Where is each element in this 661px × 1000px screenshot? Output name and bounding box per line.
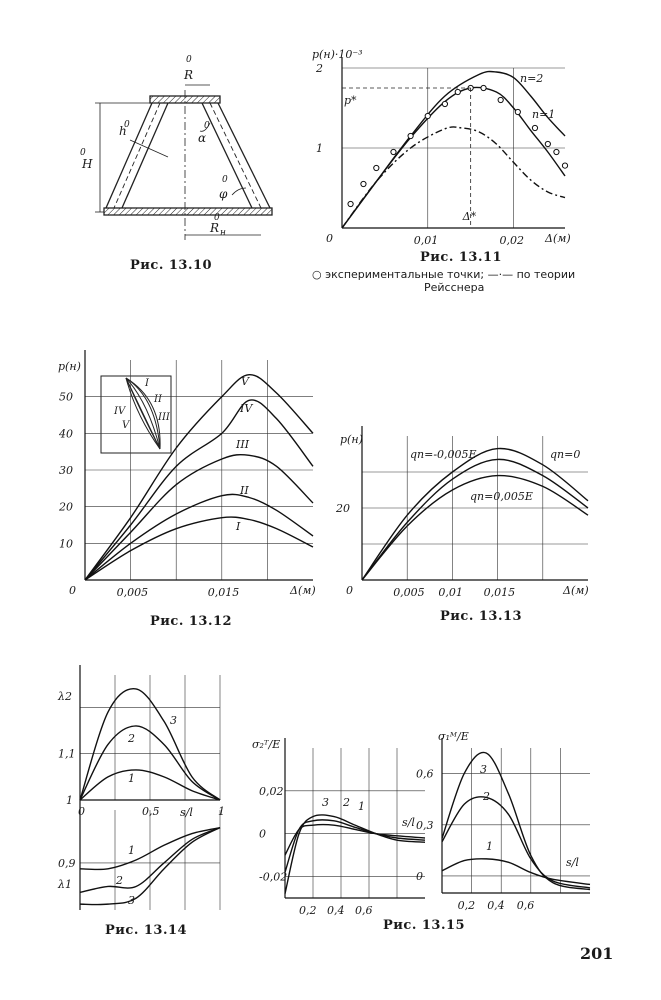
fig-13-11-point-10 bbox=[498, 97, 503, 102]
fig-13-11-series-label-0: n=2 bbox=[520, 72, 544, 85]
fig-13-11-dstar-label: Δ* bbox=[462, 210, 477, 223]
right-midline bbox=[210, 103, 261, 208]
fig-13-13-xlabel: Δ(м) bbox=[563, 584, 589, 597]
fig-13-14-top-series-label-0: 1 bbox=[128, 772, 135, 785]
bottom-ring bbox=[104, 208, 272, 215]
fig-13-14-xtick-2: 1 bbox=[218, 805, 225, 818]
fig-13-11-ylabel: p(н)·10⁻³ bbox=[312, 48, 363, 61]
fig-13-12-xtick-1: 0,015 bbox=[207, 586, 240, 599]
fig-13-15-right-series-2 bbox=[442, 752, 590, 889]
fig-13-13-series-label-0: qn=-0,005E bbox=[410, 448, 477, 461]
fig-13-15-right-ytick-2: 0 bbox=[416, 869, 423, 883]
fig-13-11-xlabel: Δ(м) bbox=[545, 232, 571, 245]
H-mark: 0 bbox=[80, 148, 86, 158]
fig-13-14-bot-series-label-0: 1 bbox=[128, 844, 135, 857]
fig-13-12-origin: 0 bbox=[69, 584, 76, 597]
h-mark: 0 bbox=[124, 120, 130, 130]
fig-13-15-left-ytick-1: 0 bbox=[259, 827, 266, 841]
fig-13-14-ylabel-bottom: λ1 bbox=[58, 878, 72, 891]
fig-13-12-xtick-0: 0,005 bbox=[116, 586, 149, 599]
fig-13-14-ytick-top-1: 1,1 bbox=[58, 747, 76, 761]
fig-13-13-xtick-1: 0,01 bbox=[438, 586, 463, 599]
fig-13-12-series-1 bbox=[85, 494, 313, 580]
fig-13-15-right-series-1 bbox=[442, 797, 590, 888]
fig-13-12 bbox=[58, 350, 316, 599]
fig-13-15-left-ylabel: σ₂ᵀ/E bbox=[252, 738, 281, 751]
fig-13-13-origin: 0 bbox=[346, 584, 353, 597]
fig-13-12-series-0 bbox=[85, 517, 313, 580]
fig-13-12-xlabel: Δ(м) bbox=[290, 584, 316, 597]
fig-13-12-ytick-3: 40 bbox=[59, 427, 73, 441]
caption-fig-13-14: Рис. 13.14 bbox=[105, 923, 188, 938]
fig-13-15-left-series-0 bbox=[285, 825, 425, 856]
fig-13-13-ylabel: p(н) bbox=[340, 433, 363, 446]
fig-13-15-left-ytick-2: -0,02 bbox=[259, 870, 288, 884]
fig-13-15-left-series-label-1: 2 bbox=[343, 796, 350, 809]
fig-13-11-origin: 0 bbox=[326, 232, 333, 245]
fig-13-12-ylabel: p(н) bbox=[58, 360, 81, 373]
fig-13-12-ytick-1: 20 bbox=[59, 500, 73, 514]
alpha-label: α bbox=[198, 131, 207, 145]
caption-fig-13-13: Рис. 13.13 bbox=[440, 609, 523, 624]
fig-13-15-right-xtick-1: 0,4 bbox=[487, 899, 505, 912]
fig-13-11-legend-line2: Рейсснера bbox=[424, 281, 485, 294]
fig-13-15-right-ytick-1: 0,3 bbox=[416, 818, 434, 832]
fig-13-14-bot-series-label-2: 3 bbox=[128, 894, 135, 907]
fig-13-13-series-label-1: qn=0 bbox=[550, 448, 581, 461]
fig-13-11 bbox=[312, 48, 571, 247]
fig-13-12-series-label-2: III bbox=[236, 438, 250, 451]
fig-13-11-point-1 bbox=[361, 181, 366, 186]
h-label: h bbox=[119, 124, 127, 138]
fig-13-12-ytick-4: 50 bbox=[59, 390, 73, 404]
fig-13-11-point-2 bbox=[374, 165, 379, 170]
inset-label-IV: IV bbox=[114, 406, 126, 417]
page-number: 201 bbox=[580, 944, 614, 963]
fig-13-14 bbox=[57, 665, 225, 910]
fig-13-15-left bbox=[252, 738, 425, 917]
fig-13-14-ytick-bottom-0: 0,9 bbox=[58, 856, 76, 870]
fig-13-11-xtick-0: 0,01 bbox=[413, 234, 439, 247]
fig-13-11-point-5 bbox=[425, 113, 430, 118]
fig-13-12-series-label-4: V bbox=[241, 375, 249, 388]
fig-13-11-point-6 bbox=[442, 101, 447, 106]
fig-13-11-point-15 bbox=[562, 163, 567, 168]
fig-13-15-left-xtick-2: 0,6 bbox=[355, 904, 373, 917]
caption-fig-13-15: Рис. 13.15 bbox=[383, 918, 466, 933]
fig-13-13 bbox=[335, 426, 589, 599]
fig-13-15-left-xtick-0: 0,2 bbox=[299, 904, 317, 917]
caption-fig-13-12: Рис. 13.12 bbox=[150, 614, 233, 629]
fig-13-14-top-series-label-1: 2 bbox=[128, 732, 135, 745]
fig-13-15-right-xtick-2: 0,6 bbox=[516, 899, 535, 912]
left-midline bbox=[114, 103, 160, 208]
fig-13-11-xtick-1: 0,02 bbox=[499, 234, 525, 247]
caption-fig-13-11: Рис. 13.11 bbox=[420, 250, 503, 265]
fig-13-13-series-label-2: qn=0,005E bbox=[470, 490, 533, 503]
fig-13-14-xtick-0: 0 bbox=[78, 805, 85, 818]
fig-13-13-series-1 bbox=[362, 459, 588, 580]
fig-13-12-ytick-0: 10 bbox=[59, 537, 73, 551]
inset-label-V: V bbox=[122, 420, 130, 431]
fig-13-12-series-2 bbox=[85, 455, 313, 580]
fig-13-11-series-2 bbox=[342, 127, 565, 228]
fig-13-15-left-ytick-0: 0,02 bbox=[259, 784, 284, 798]
caption-fig-13-10: Рис. 13.10 bbox=[130, 258, 213, 273]
fig-13-15-right-xlabel: s/l bbox=[566, 856, 579, 869]
fig-13-13-xtick-0: 0,005 bbox=[393, 586, 425, 599]
phi-label: φ bbox=[219, 187, 228, 201]
fig-13-12-ytick-2: 30 bbox=[59, 464, 73, 477]
r-top-label: R bbox=[184, 68, 194, 82]
fig-13-15-right-ylabel: σ₁ᴹ/E bbox=[438, 730, 469, 743]
rn-mark: 0 bbox=[214, 213, 220, 223]
phi-mark: 0 bbox=[222, 175, 228, 185]
fig-13-12-series-label-1: II bbox=[240, 484, 249, 497]
fig-13-11-point-9 bbox=[481, 85, 486, 90]
rn-label: R bbox=[210, 221, 220, 235]
fig-13-11-point-0 bbox=[348, 201, 353, 206]
fig-13-15-right-series-label-0: 1 bbox=[486, 840, 493, 853]
fig-13-11-point-3 bbox=[391, 149, 396, 154]
fig-13-15-right-ytick-0: 0,6 bbox=[416, 767, 434, 781]
fig-13-13-xtick-2: 0,015 bbox=[483, 586, 516, 599]
fig-13-15-right-xtick-0: 0,2 bbox=[457, 899, 476, 912]
fig-13-15-right-series-label-1: 2 bbox=[483, 790, 490, 803]
fig-13-11-ytick-1: 2 bbox=[316, 62, 323, 75]
fig-13-13-series-0 bbox=[362, 448, 588, 580]
fig-13-12-inset bbox=[101, 376, 171, 453]
fig-13-14-xlabel: s/l bbox=[180, 806, 193, 819]
fig-13-14-top-series-label-2: 3 bbox=[170, 714, 177, 727]
fig-13-11-point-14 bbox=[554, 149, 559, 154]
fig-13-11-point-4 bbox=[408, 133, 413, 138]
r-top-mark: 0 bbox=[186, 55, 192, 65]
fig-13-11-pstar-label: p* bbox=[344, 94, 357, 107]
fig-13-15-right-series-label-2: 3 bbox=[480, 763, 487, 776]
fig-13-15-left-series-label-2: 3 bbox=[322, 796, 329, 809]
fig-13-15-left-xlabel: s/l bbox=[402, 816, 415, 829]
fig-13-14-bot-series-label-1: 2 bbox=[116, 874, 123, 887]
fig-13-14-ytick-top-0: 1 bbox=[66, 794, 73, 807]
fig-13-11-point-13 bbox=[545, 141, 550, 146]
fig-13-11-point-7 bbox=[455, 89, 460, 94]
fig-13-11-point-11 bbox=[515, 109, 520, 114]
inset-label-II: II bbox=[154, 394, 162, 405]
fig-13-15-right bbox=[416, 730, 590, 912]
fig-13-14-xtick-1: 0,5 bbox=[142, 805, 160, 818]
fig-13-12-series-label-3: IV bbox=[240, 402, 253, 415]
inset-label-I: I bbox=[145, 378, 149, 389]
fig-13-10-drawing bbox=[95, 85, 272, 240]
fig-13-12-series-label-0: I bbox=[236, 520, 241, 533]
rn-sub: н bbox=[220, 228, 226, 238]
fig-13-15-left-xtick-1: 0,4 bbox=[327, 904, 345, 917]
charts-layer bbox=[57, 48, 590, 917]
fig-13-11-legend-line1: ○ экспериментальные точки; —·— по теории bbox=[312, 268, 576, 281]
fig-13-14-ylabel-top: λ2 bbox=[58, 690, 72, 703]
fig-13-11-series-label-1: n=1 bbox=[532, 108, 556, 121]
fig-13-11-ytick-0: 1 bbox=[316, 142, 323, 155]
alpha-mark: 0 bbox=[204, 121, 210, 131]
H-label: H bbox=[82, 157, 93, 171]
fig-13-15-left-series-label-0: 1 bbox=[358, 800, 365, 813]
inset-label-III: III bbox=[158, 412, 170, 423]
fig-13-13-ytick-0: 20 bbox=[336, 502, 350, 515]
fig-13-11-point-12 bbox=[532, 125, 537, 130]
h-thickness-arrow bbox=[130, 140, 168, 157]
